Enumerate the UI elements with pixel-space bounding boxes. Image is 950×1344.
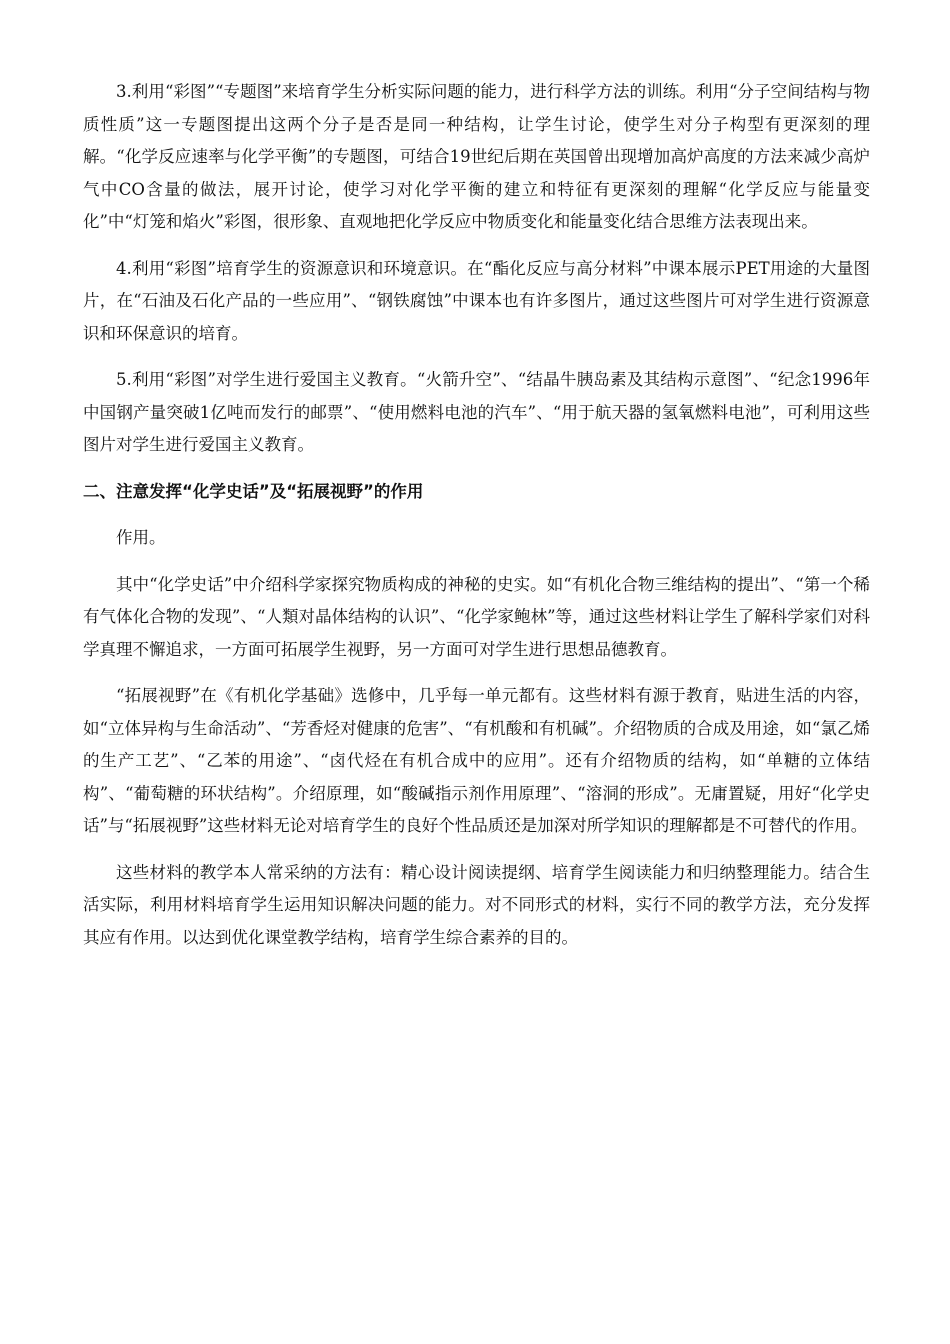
section-heading: 二、注意发挥“化学史话”及“拓展视野”的作用 <box>83 481 424 501</box>
paragraph-expand-horizons: “拓展视野”在《有机化学基础》选修中，几乎每一单元都有。这些材料有源于教育，贴进生活的内容，如“立体异构与生命活动”、“芳香烃对健康的危害”、“有机酸和有机碱”。介绍物质的合成及用途，如“氯乙烯的生产工艺”、“乙苯的用途”、“卤代烃在有机合成中的应用”。还有介绍物质的结构，如“单糖的立体结构”、“葡萄糖的环状结构”。介绍原理，如“酸碱指示剂作用原理”、“溶洞的形成”。无庸置疑，用好“化学史话”与“拓展视野”这些材料无论对培育学生的良好个性品质还是加深对所学知识的理解都是不可替代的作用。 <box>83 686 870 835</box>
paragraph-item-3-color-figures-analysis: 3.利用“彩图”“专题图”来培育学生分析实际问题的能力，进行科学方法的训练。利用“分子空间结构与物质性质”这一专题图提出这两个分子是否是同一种结构，让学生讨论，使学生对分子构型有更深刻的理解。“化学反应速率与化学平衡”的专题图，可结合19世纪后期在英国曾出现增加高炉高度的方法来减少高炉气中CO含量的做法，展开讨论，使学习对化学平衡的建立和特征有更深刻的理解“化学反应与能量变化”中“灯笼和焰火”彩图，很形象、直观地把化学反应中物质变化和能量变化结合思维方法表现出来。 <box>83 82 870 231</box>
paragraph-item-4-resource-awareness: 4.利用“彩图”培育学生的资源意识和环境意识。在“酯化反应与高分材料”中课本展示PET用途的大量图片，在“石油及石化产品的一些应用”、“钢铁腐蚀”中课本也有许多图片，通过这些图片可对学生进行资源意识和环保意识的培育。 <box>83 258 870 343</box>
paragraph-chemistry-history: 其中“化学史话”中介绍科学家探究物质构成的神秘的史实。如“有机化合物三维结构的提出”、“第一个稀有气体化合物的发现”、“人類对晶体结构的认识”、“化学家鲍林”等，通过这些材料让学生了解科学家们对科学真理不懈追求，一方面可拓展学生视野，另一方面可对学生进行思想品德教育。 <box>83 574 870 659</box>
paragraph-function: 作用。 <box>116 528 166 547</box>
paragraph-teaching-methods: 这些材料的教学本人常采纳的方法有：精心设计阅读提纲、培育学生阅读能力和归纳整理能力。结合生活实际，利用材料培育学生运用知识解决问题的能力。对不同形式的材料，实行不同的教学方法，充分发挥其应有作用。以达到优化课堂教学结构，培育学生综合素养的目的。 <box>83 862 870 947</box>
paragraph-item-5-patriotic-education: 5.利用“彩图”对学生进行爱国主义教育。“火箭升空”、“结晶牛胰岛素及其结构示意图”、“纪念1996年中国钢产量突破1亿吨而发行的邮票”、“使用燃料电池的汽车”、“用于航天器的氢氧燃料电池”，可利用这些图片对学生进行爱国主义教育。 <box>83 370 870 454</box>
document-page <box>83 76 870 968</box>
